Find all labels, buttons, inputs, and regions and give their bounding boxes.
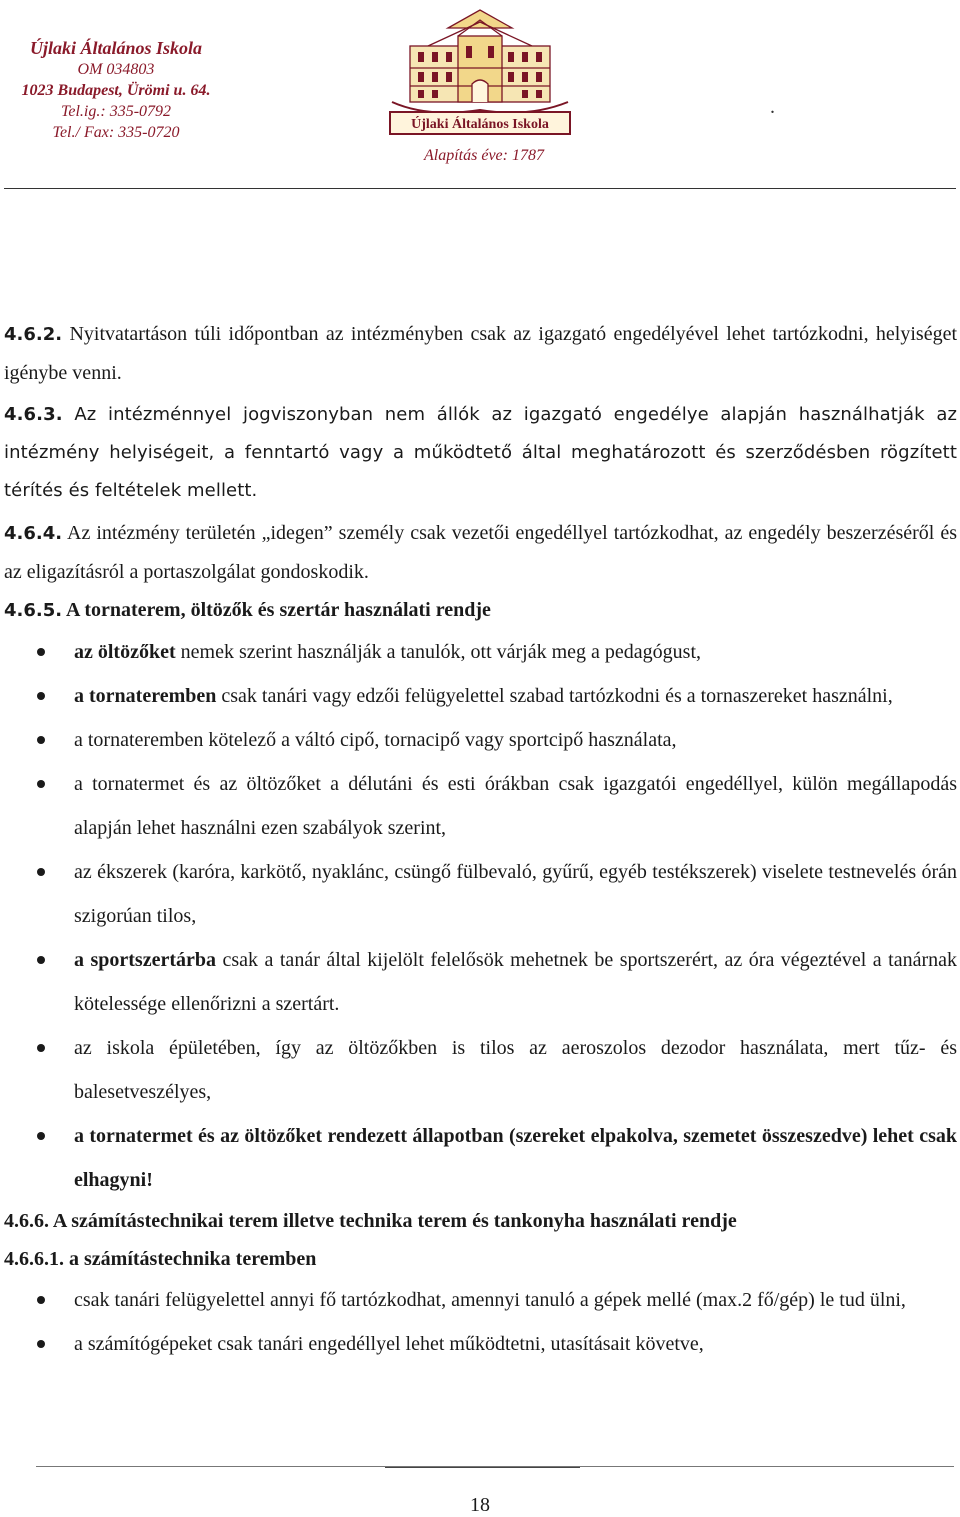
section-number: 4.6.5. xyxy=(4,600,63,621)
section-title: A tornaterem, öltözők és szertár használati rendje xyxy=(66,599,491,621)
section-4-6-4 xyxy=(4,514,957,591)
section-text: Nyitvatartáson túli időpontban az intézményben csak az igazgató engedélyével lehet tartózkodni, helyiséget igénybe venni. xyxy=(4,323,958,384)
page-number: 18 xyxy=(470,1494,490,1516)
bullet-icon xyxy=(37,956,45,964)
section-text: Az intézmény területén „idegen” személy csak vezetői engedéllyel tartózkodhat, az engedély beszerzéséről és az eligazításról a portaszolgálat gondoskodik. xyxy=(4,522,957,583)
school-tel-ig: Tel.ig.: 335-0792 xyxy=(60,103,172,120)
gym-rules-list xyxy=(4,630,957,1202)
section-4-6-3 xyxy=(4,396,957,510)
section-4-6-6-heading xyxy=(4,1202,957,1240)
bullet-icon xyxy=(37,1132,45,1140)
bullet-icon xyxy=(37,868,45,876)
bullet-icon xyxy=(37,1340,45,1348)
list-item: a sportszertárba csak a tanár által kijelölt felelősök mehetnek be sportszerért, az óra végeztével a tanárnak kötelessége ellenőrizni a szertárt. xyxy=(4,938,957,1026)
bullet-icon xyxy=(37,736,45,744)
list-item: a tornateremben kötelező a váltó cipő, tornacipő vagy sportcipő használata, xyxy=(4,718,957,762)
list-item: csak tanári felügyelettel annyi fő tartózkodhat, amennyi tanuló a gépek mellé (max.2 fő/gép) le tud ülni, xyxy=(4,1278,957,1322)
section-number: 4.6.3. xyxy=(4,404,63,425)
header-divider xyxy=(4,188,956,189)
section-text: Az intézménnyel jogviszonyban nem állók az igazgató engedélye alapján használhatják az intézmény helyiségeit, a fenntartó vagy a működtető által meghatározott és szerződésben rögzített térítés és feltételek mellett. xyxy=(4,404,957,501)
list-item: az iskola épületében, így az öltözőkben is tilos az aeroszolos dezodor használata, mert tűz- és balesetveszélyes, xyxy=(4,1026,957,1114)
list-item: a tornatermet és az öltözőket a délutáni és esti órákban csak igazgatói engedéllyel, külön megállapodás alapján lehet használni ezen szabályok szerint, xyxy=(4,762,957,850)
section-title: a számítástechnika teremben xyxy=(69,1248,317,1270)
school-logo xyxy=(388,6,572,136)
section-4-6-6-1-heading xyxy=(4,1240,957,1278)
list-item: az öltözőket nemek szerint használják a tanulók, ott várják meg a pedagógust, xyxy=(4,630,957,674)
bullet-icon xyxy=(37,692,45,700)
section-4-6-2 xyxy=(4,315,957,392)
footer-divider-accent xyxy=(385,1467,580,1468)
bullet-icon xyxy=(37,1044,45,1052)
list-item: a tornateremben csak tanári vagy edzői felügyelettel szabad tartózkodni és a tornaszereket használni, xyxy=(4,674,957,718)
document-body xyxy=(4,315,957,1366)
bullet-icon xyxy=(37,780,45,788)
list-item: a tornatermet és az öltözőket rendezett állapotban (szereket elpakolva, szemetet összeszedve) lehet csak elhagyni! xyxy=(4,1114,957,1202)
logo-text: Újlaki Általános Iskola xyxy=(411,117,549,132)
list-item: az ékszerek (karóra, karkötő, nyaklánc, csüngő fülbevaló, gyűrű, egyéb testékszerek) viselete testnevelés órán szigorúan tilos, xyxy=(4,850,957,938)
header-dot: . xyxy=(770,96,775,118)
section-number: 4.6.6. xyxy=(4,1210,49,1232)
section-title: A számítástechnikai terem illetve technika terem és tankonyha használati rendje xyxy=(52,1210,737,1232)
bullet-icon xyxy=(37,1296,45,1304)
computer-room-rules-list xyxy=(4,1278,957,1366)
school-name: Újlaki Általános Iskola xyxy=(29,38,203,58)
school-info xyxy=(6,38,226,143)
bullet-icon xyxy=(37,648,45,656)
section-4-6-5-heading xyxy=(4,591,957,630)
section-number: 4.6.2. xyxy=(4,324,63,345)
list-item: a számítógépeket csak tanári engedéllyel lehet működtetni, utasításait követve, xyxy=(4,1322,957,1366)
section-number: 4.6.6.1. xyxy=(4,1248,64,1270)
school-om: OM 034803 xyxy=(77,61,155,78)
school-address: 1023 Budapest, Ürömi u. 64. xyxy=(21,82,211,99)
founded-year: Alapítás éve: 1787 xyxy=(424,147,544,164)
school-tel-fax: Tel./ Fax: 335-0720 xyxy=(52,124,180,141)
section-number: 4.6.4. xyxy=(4,523,63,544)
